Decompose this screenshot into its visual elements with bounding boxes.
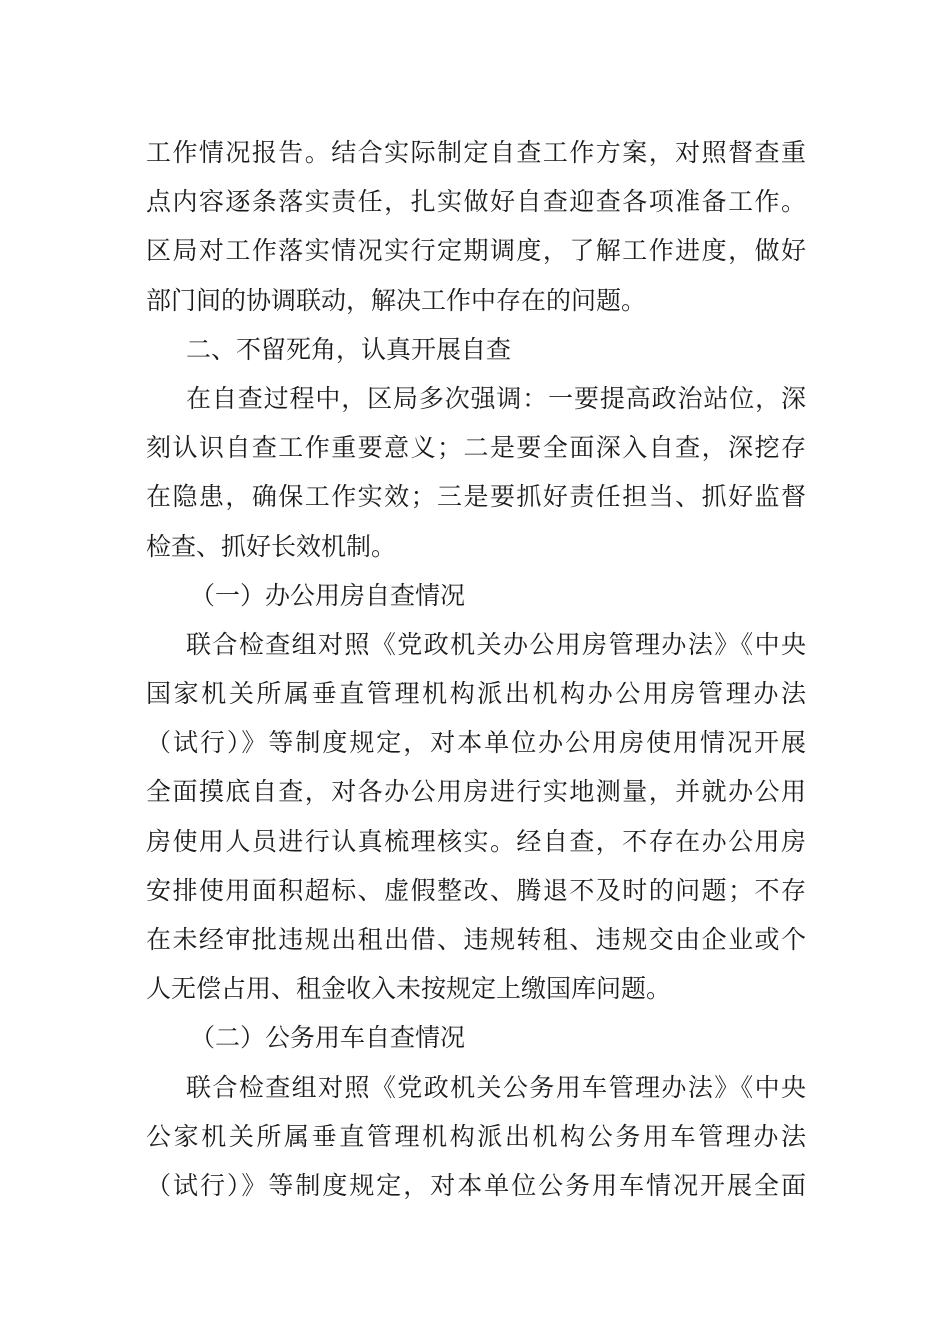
paragraph-official-vehicles	[146, 1063, 806, 1211]
text-line: 国家机关所属垂直管理机构派出机构办公用房管理办法	[146, 679, 806, 709]
paragraph-self-check-process	[146, 374, 806, 571]
text-line: 刻认识自查工作重要意义；二是要全面深入自查，深挖存	[146, 433, 806, 463]
text-line: 联合检查组对照《党政机关办公用房管理办法》《中央	[186, 629, 806, 659]
subsection-heading: （二）公务用车自查情况	[190, 1023, 466, 1053]
text-line: 检查、抓好长效机制。	[146, 531, 397, 561]
text-line: （试行）》等制度规定，对本单位办公用房使用情况开展	[146, 728, 806, 758]
text-line: 点内容逐条落实责任，扎实做好自查迎查各项准备工作。	[146, 187, 806, 217]
text-line: （试行）》等制度规定，对本单位公务用车情况开展全面	[146, 1170, 806, 1200]
text-line: 部门间的协调联动，解决工作中存在的问题。	[146, 285, 647, 315]
section-heading: 二、不留死角，认真开展自查	[186, 334, 512, 364]
paragraph-work-report	[146, 128, 806, 325]
text-line: 在未经审批违规出租出借、违规转租、违规交由企业或个	[146, 925, 806, 954]
text-line: 公家机关所属垂直管理机构派出机构公务用车管理办法	[146, 1121, 806, 1151]
text-line: 房使用人员进行认真梳理核实。经自查，不存在办公用房	[146, 826, 806, 856]
subsection-heading: （一）办公用房自查情况	[190, 580, 466, 610]
text-line: 在自查过程中，区局多次强调：一要提高政治站位，深	[186, 383, 806, 413]
text-line: 安排使用面积超标、虚假整改、腾退不及时的问题；不存	[146, 875, 806, 905]
text-line: 联合检查组对照《党政机关公务用车管理办法》《中央	[186, 1072, 806, 1102]
paragraph-office-space	[146, 620, 806, 1014]
text-line: 在隐患，确保工作实效；三是要抓好责任担当、抓好监督	[146, 482, 806, 512]
text-line: 工作情况报告。结合实际制定自查工作方案，对照督查重	[146, 138, 806, 167]
text-line: 人无偿占用、租金收入未按规定上缴国库问题。	[146, 974, 672, 1004]
document-page	[146, 128, 806, 1210]
text-line: 全面摸底自查，对各办公用房进行实地测量，并就办公用	[146, 777, 806, 807]
text-line: 区局对工作落实情况实行定期调度，了解工作进度，做好	[146, 236, 806, 266]
